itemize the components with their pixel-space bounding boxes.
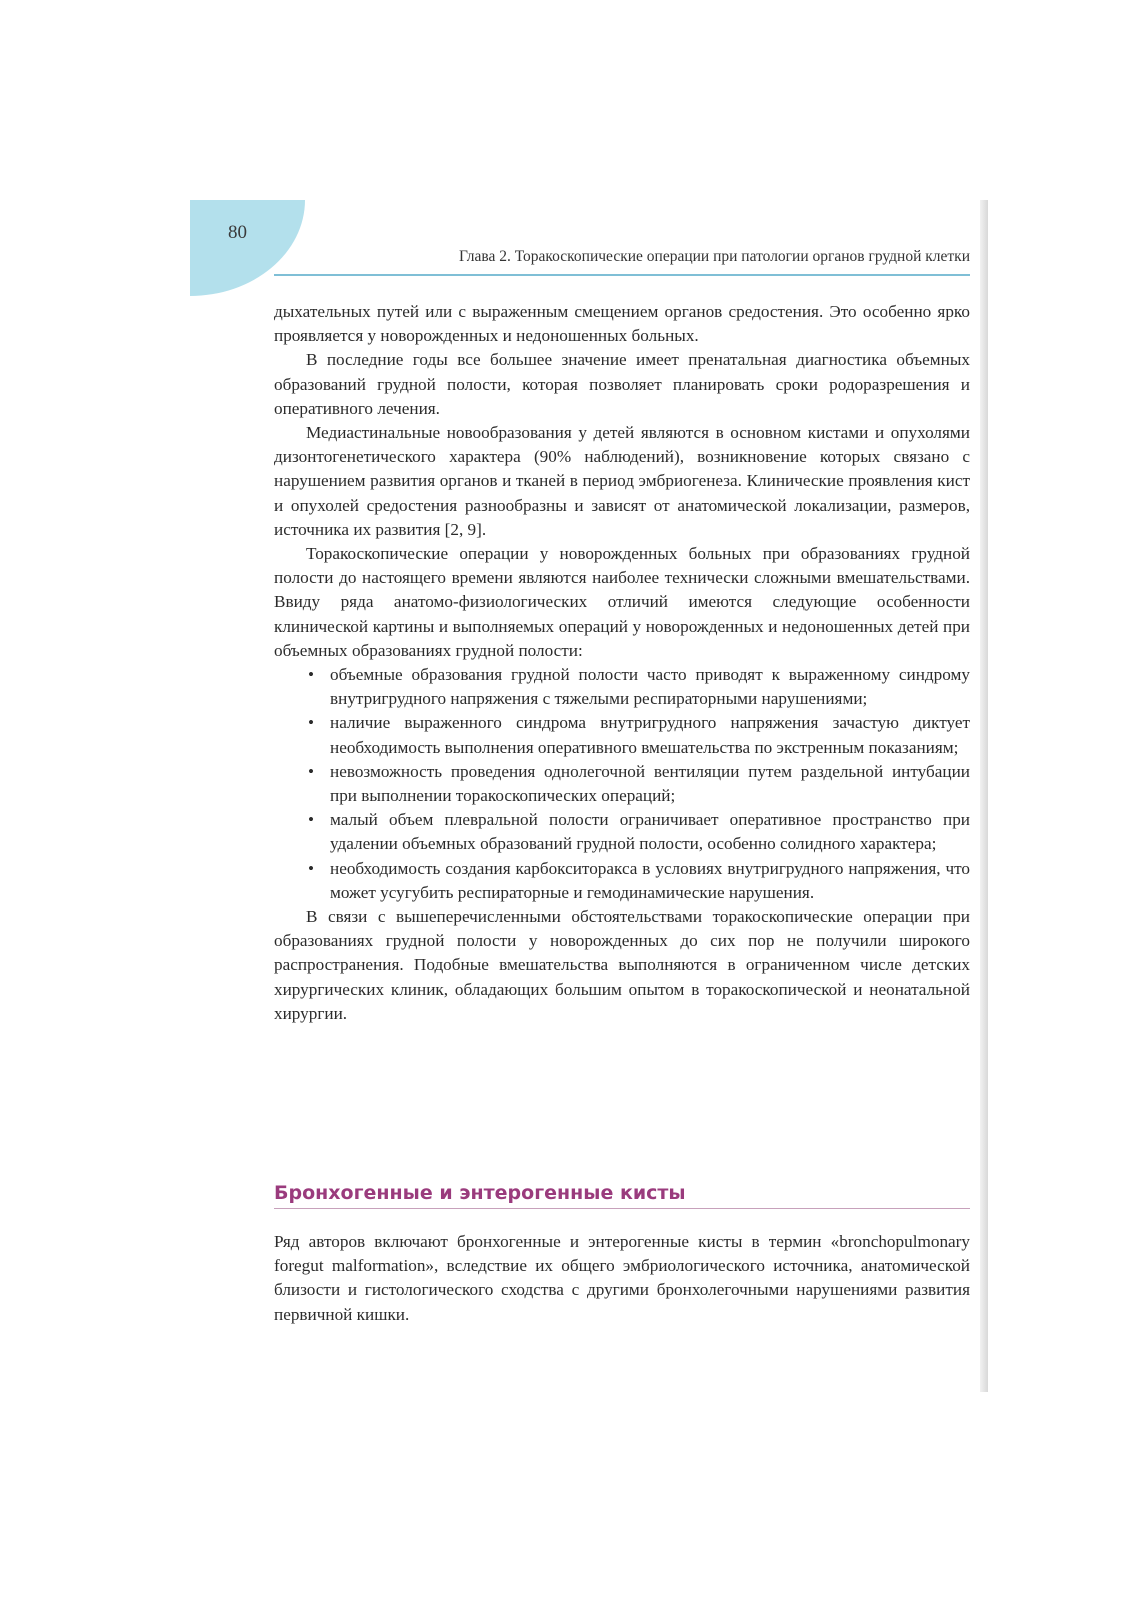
paragraph: В последние годы все большее значение имеет пренатальная диагностика объемных образований грудной полости, которая позволяет планировать сроки родоразрешения и оперативного лечения.	[274, 350, 970, 418]
page-number: 80	[228, 222, 247, 243]
page-corner-tab	[190, 200, 305, 296]
running-head: Глава 2. Торакоскопические операции при патологии органов грудной клетки	[458, 248, 970, 265]
list-item	[274, 760, 970, 808]
list-item-text: объемные образования грудной полости часто приводят к выраженному синдрому внутригрудного напряжения с тяжелыми респираторными нарушениями;	[330, 665, 970, 709]
section-heading	[274, 1182, 970, 1209]
body-text	[274, 300, 970, 1026]
list-item	[274, 857, 970, 905]
bullet-icon: •	[308, 761, 315, 781]
book-page	[190, 200, 988, 1392]
list-item	[274, 663, 970, 711]
bullet-icon: •	[308, 858, 315, 878]
paragraph: Медиастинальные новообразования у детей являются в основном кистами и опухолями дизонтогенетического характера (90% наблюдений), возникновение которых связано с нарушением развития органов и тканей в период эмбриогенеза. Клинические проявления кист и опухолей средостения разнообразны и зависят от анатомической локализации, размеров, источника их развития [2, 9].	[274, 423, 970, 539]
section-title: Бронхогенные и энтерогенные кисты	[274, 1182, 686, 1204]
bullet-icon: •	[308, 665, 315, 685]
bullet-icon: •	[308, 713, 315, 733]
list-item	[274, 711, 970, 759]
list-item-text: невозможность проведения однолегочной вентиляции путем раздельной интубации при выполнении торакоскопических операций;	[330, 761, 970, 806]
list-item-text: необходимость создания карбокситоракса в условиях внутригрудного напряжения, что может усугубить респираторные и гемодинамические нарушения.	[330, 858, 970, 902]
paragraph: Торакоскопические операции у новорожденных больных при образованиях грудной полости до настоящего времени являются наиболее технически сложными вмешательствами. Ввиду ряда анатомо-физиологических отличий имеются следующие особенности клинической картины и выполняемых операций у новорожденных и недоношенных детей при объемных образованиях грудной полости:	[274, 544, 970, 660]
header-rule	[274, 274, 970, 276]
bullet-icon: •	[308, 810, 315, 830]
list-item-text: малый объем плевральной полости ограничивает оперативное пространство при удалении объемных образований грудной полости, особенно солидного характера;	[330, 810, 970, 854]
bullet-list	[274, 663, 970, 905]
list-item	[274, 808, 970, 856]
paragraph: дыхательных путей или с выраженным смещением органов средостения. Это особенно ярко проявляется у новорожденных и недоношенных больных.	[274, 302, 970, 346]
paragraph: В связи с вышеперечисленными обстоятельствами торакоскопические операции при образованиях грудной полости у новорожденных до сих пор не получили широкого распространения. Подобные вмешательства выполняются в ограниченном числе детских хирургических клиник, обладающих большим опытом в торакоскопической и неонатальной хирургии.	[274, 907, 970, 1023]
section-rule	[274, 1208, 970, 1209]
section-text	[274, 1230, 970, 1327]
page-edge-shadow	[980, 200, 988, 1392]
paragraph: Ряд авторов включают бронхогенные и энтерогенные кисты в термин «bronchopulmonary foregut malformation», вследствие их общего эмбриологического источника, анатомической близости и гистологического сходства с другими бронхолегочными нарушениями развития первичной кишки.	[274, 1232, 970, 1324]
list-item-text: наличие выраженного синдрома внутригрудного напряжения зачастую диктует необходимость выполнения оперативного вмешательства по экстренным показаниям;	[330, 713, 970, 757]
